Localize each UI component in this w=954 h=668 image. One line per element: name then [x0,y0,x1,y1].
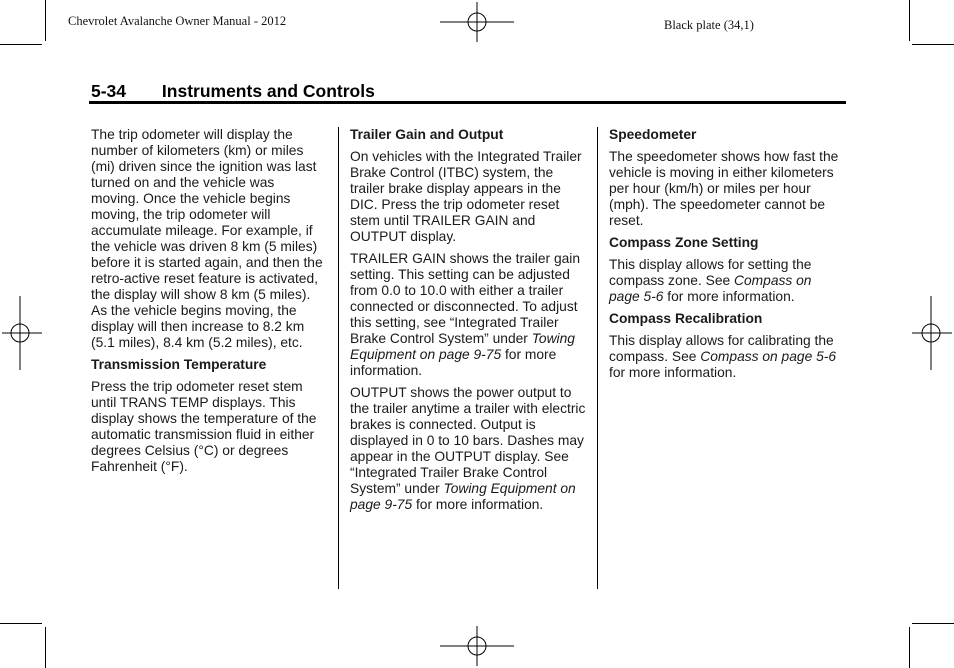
compass-link[interactable]: Compass on page 5-6 [609,273,812,304]
crop-mark-bottom-left-v [45,627,46,668]
trailer-gain-text: TRAILER GAIN shows the trailer gain setting. This setting can be adjusted from 0.0 to 10.0 with either a trailer connected or disconnected. To adjust this setting, see “Integrated Trailer Brake Control System” under [350,251,581,346]
compass-recalibration-paragraph [609,333,841,381]
compass-recalibration-heading: Compass Recalibration [609,311,763,326]
section-title: Instruments and Controls [161,81,375,101]
crop-mark-bottom-left-h [0,623,42,624]
heading-rule [89,101,846,104]
column-3 [609,127,841,387]
crop-mark-top-left-v [45,0,46,41]
compass-zone-paragraph [609,257,841,305]
crop-mark-bottom-right-v [909,627,910,668]
column-1 [91,127,323,481]
compass-zone-text: This display allows for setting the compass zone. See [609,257,812,288]
transmission-temperature-heading: Transmission Temperature [91,357,267,372]
speedometer-paragraph: The speedometer shows how fast the vehicle is moving in either kilometers per hour (km/h) or miles per hour (mph). The speedometer cannot be reset. [609,149,839,228]
crop-mark-bottom-right-h [912,623,954,624]
section-number: 5-34 [91,81,127,101]
compass-link-2[interactable]: Compass on page 5-6 [700,349,837,364]
trailer-gain-paragraph [350,251,586,379]
registration-mark-left-icon [2,296,42,370]
compass-zone-heading: Compass Zone Setting [609,235,759,250]
output-tail: for more information. [412,497,544,512]
towing-equipment-link-2[interactable]: Towing Equipment on page 9-75 [350,481,576,512]
section-heading [91,81,375,102]
crop-mark-top-right-v [909,0,910,41]
compass-zone-tail: for more information. [663,289,795,304]
trailer-gain-output-heading: Trailer Gain and Output [350,127,504,142]
registration-mark-right-icon [912,296,952,370]
running-header-left: Chevrolet Avalanche Owner Manual - 2012 [68,14,287,28]
trip-odometer-paragraph: The trip odometer will display the number of kilometers (km) or miles (mi) driven since the ignition was last turned on and the vehicle was moving. Once the vehicle begins moving, the trip odometer will accumulate mileage. For example, if the vehicle was driven 8 km (5 miles) before it is started again, and then the retro-active reset feature is activated, the display will show 8 km (5 miles). As the vehicle begins moving, the display will then increase to 8.2 km (5.1 miles), 8.4 km (5.2 miles), etc. [91,127,323,350]
speedometer-heading: Speedometer [609,127,697,142]
registration-mark-bottom-icon [440,626,514,666]
compass-recal-tail: for more information. [609,365,737,380]
transmission-temperature-paragraph: Press the trip odometer reset stem until TRANS TEMP displays. This display shows the temperature of the automatic transmission fluid in either degrees Celsius (°C) or degrees Fahrenheit (°F). [91,379,317,474]
compass-recal-text: This display allows for calibrating the compass. See [609,333,834,364]
column-divider-1 [338,127,339,589]
running-header-right: Black plate (34,1) [664,18,754,32]
output-text: OUTPUT shows the power output to the trailer anytime a trailer with electric brakes is connected. Output is displayed in 0 to 10 bars. Dashes may appear in the OUTPUT display. See “Integrated Trailer Brake Control System” under [350,385,586,496]
crop-mark-top-right-h [912,44,954,45]
towing-equipment-link[interactable]: Towing Equipment on page 9-75 [350,331,575,362]
trailer-gain-tail: for more information. [350,347,557,378]
trailer-brake-paragraph: On vehicles with the Integrated Trailer Brake Control (ITBC) system, the trailer brake display appears in the DIC. Press the trip odometer reset stem until TRAILER GAIN and OUTPUT display. [350,149,582,244]
output-paragraph [350,385,586,513]
column-divider-2 [597,127,598,589]
crop-mark-top-left-h [0,44,42,45]
column-2 [350,127,586,519]
registration-mark-top-icon [440,2,514,42]
